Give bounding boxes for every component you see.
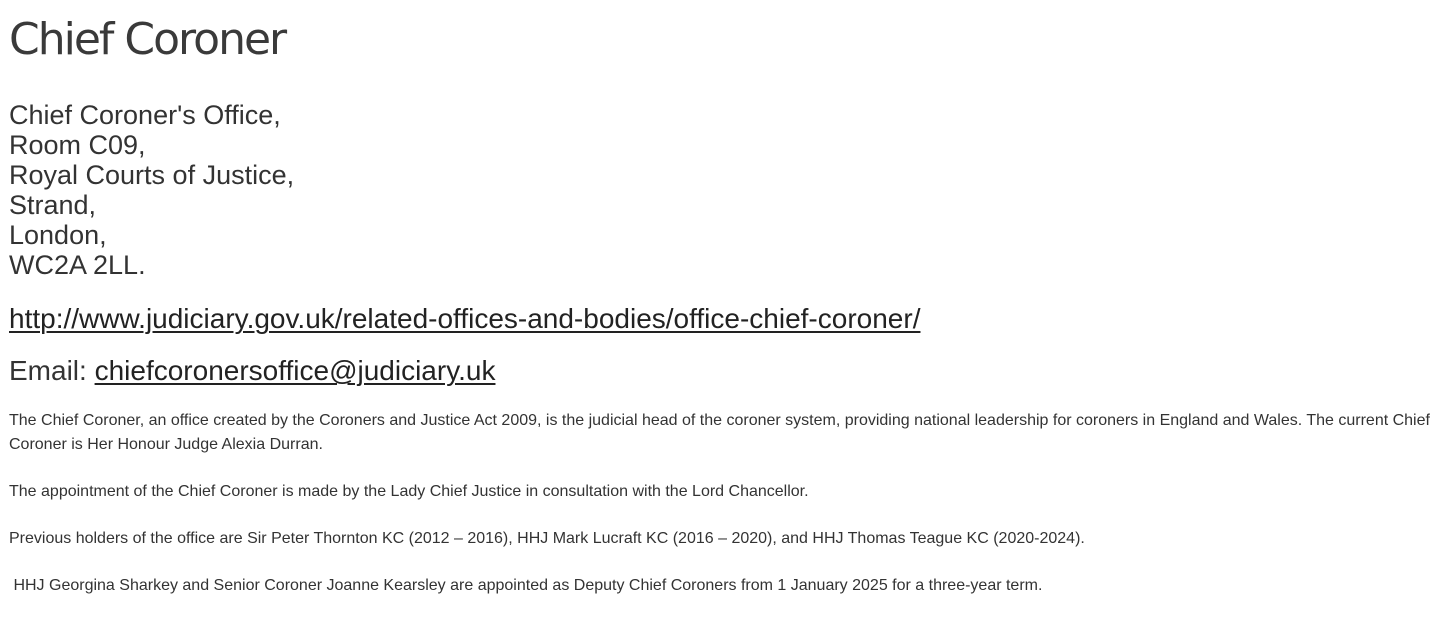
deputy-coroners-paragraph: HHJ Georgina Sharkey and Senior Coroner Joanne Kearsley are appointed as Deputy Chief Coroners from 1 January 2025 for a three-year term.: [9, 577, 1043, 594]
email-link[interactable]: chiefcoronersoffice@judiciary.uk: [94, 355, 496, 386]
page-title: Chief Coroner: [9, 14, 286, 65]
address-line: Strand,: [9, 190, 97, 220]
address-line: Royal Courts of Justice,: [9, 160, 295, 190]
website-link[interactable]: http://www.judiciary.gov.uk/related-offices-and-bodies/office-chief-coroner/: [9, 303, 921, 334]
address-line: London,: [9, 220, 107, 250]
address-line: WC2A 2LL.: [9, 250, 146, 280]
email-row: [9, 354, 495, 388]
description-paragraph: The Chief Coroner, an office created by the Coroners and Justice Act 2009, is the judicial head of the coroner system, providing national leadership for coroners in England and Wales. The current Chief Coroner is Her Honour Judge Alexia Durran.: [9, 412, 1430, 453]
previous-holders-paragraph: Previous holders of the office are Sir Peter Thornton KC (2012 – 2016), HHJ Mark Lucraft KC (2016 – 2020), and HHJ Thomas Teague KC (2020-2024).: [9, 530, 1085, 547]
address-line: Chief Coroner's Office,: [9, 100, 281, 130]
address-line: Room C09,: [9, 130, 146, 160]
appointment-paragraph: The appointment of the Chief Coroner is made by the Lady Chief Justice in consultation with the Lord Chancellor.: [9, 483, 809, 500]
email-label: Email:: [9, 355, 95, 386]
office-address: [9, 100, 294, 280]
website-row: [9, 302, 920, 336]
